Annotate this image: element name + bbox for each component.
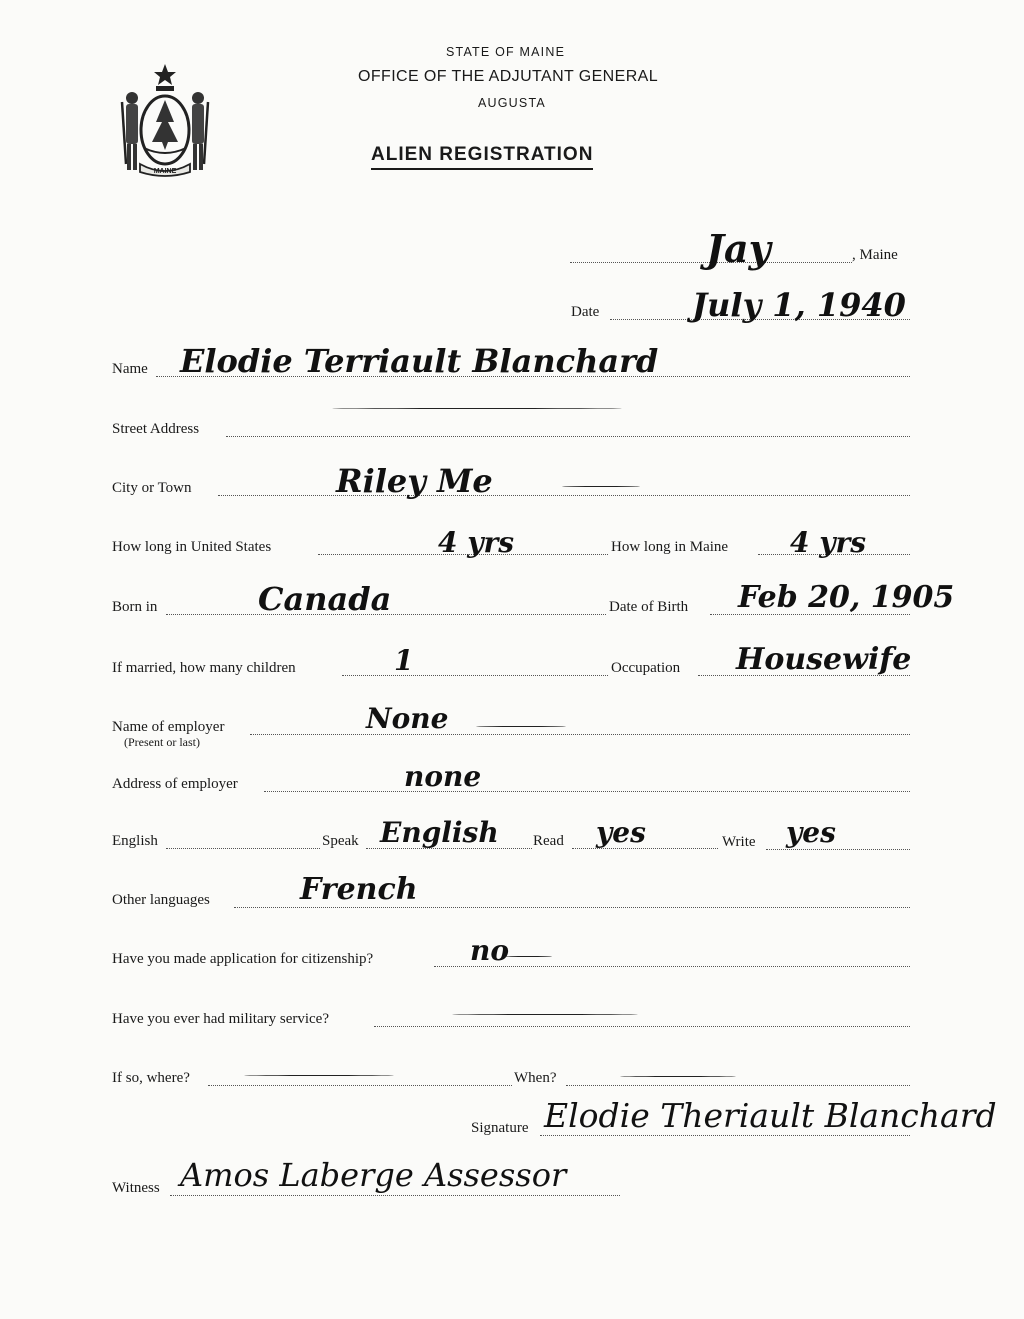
date-label: Date <box>571 304 600 320</box>
city-value: Riley Me <box>336 462 493 500</box>
how-long-maine-value: 4 yrs <box>790 526 867 559</box>
street-address-label: Street Address <box>112 421 200 437</box>
born-in-value: Canada <box>258 580 392 618</box>
children-value: 1 <box>394 644 414 677</box>
read-value: yes <box>596 816 646 849</box>
citizenship-label: Have you made application for citizenship? <box>112 951 374 967</box>
date-value: July 1, 1940 <box>692 286 906 324</box>
speak-value: English <box>380 816 499 849</box>
seal-scroll-text: MAINE <box>153 168 177 175</box>
signature-label: Signature <box>471 1120 529 1136</box>
how-long-maine-label: How long in Maine <box>611 539 729 555</box>
date-of-birth-label: Date of Birth <box>609 599 689 615</box>
how-long-us-label: How long in United States <box>112 539 272 555</box>
witness-value: Amos Laberge Assessor <box>180 1156 567 1194</box>
state-name: STATE OF MAINE <box>446 45 566 59</box>
office-name: OFFICE OF THE ADJUTANT GENERAL <box>358 68 659 85</box>
office-city: AUGUSTA <box>478 96 546 110</box>
street-address-dash <box>332 408 622 409</box>
write-value: yes <box>786 816 836 849</box>
employer-value: None <box>366 702 449 735</box>
citizenship-value: no <box>470 934 510 967</box>
maine-label: , Maine <box>852 247 898 263</box>
employer-label: Name of employer <box>112 719 225 735</box>
occupation-value: Housewife <box>736 642 912 677</box>
other-languages-value: French <box>300 872 418 907</box>
city-label: City or Town <box>112 480 192 496</box>
born-in-label: Born in <box>112 599 158 615</box>
write-label: Write <box>722 834 756 850</box>
military-dash <box>452 1014 638 1015</box>
occupation-label: Occupation <box>611 660 681 676</box>
employer-address-label: Address of employer <box>112 776 238 792</box>
military-label: Have you ever had military service? <box>112 1011 329 1027</box>
signature-value: Elodie Theriault Blanchard <box>544 1096 997 1135</box>
when-label: When? <box>514 1070 557 1086</box>
form-title: ALIEN REGISTRATION <box>371 144 593 170</box>
witness-label: Witness <box>112 1180 160 1196</box>
name-value: Elodie Terriault Blanchard <box>180 342 659 380</box>
children-label: If married, how many children <box>112 660 296 676</box>
read-label: Read <box>533 833 564 849</box>
other-languages-label: Other languages <box>112 892 210 908</box>
speak-label: Speak <box>322 833 359 849</box>
how-long-us-value: 4 yrs <box>438 526 515 559</box>
employer-address-value: none <box>404 760 482 793</box>
name-label: Name <box>112 361 148 377</box>
town-value: Jay <box>706 226 771 271</box>
where-dash <box>244 1075 394 1076</box>
where-label: If so, where? <box>112 1070 190 1086</box>
english-label: English <box>112 833 158 849</box>
date-of-birth-value: Feb 20, 1905 <box>738 580 955 615</box>
when-dash <box>620 1076 736 1077</box>
employer-note: (Present or last) <box>124 735 200 749</box>
maine-seal-icon <box>112 60 218 180</box>
